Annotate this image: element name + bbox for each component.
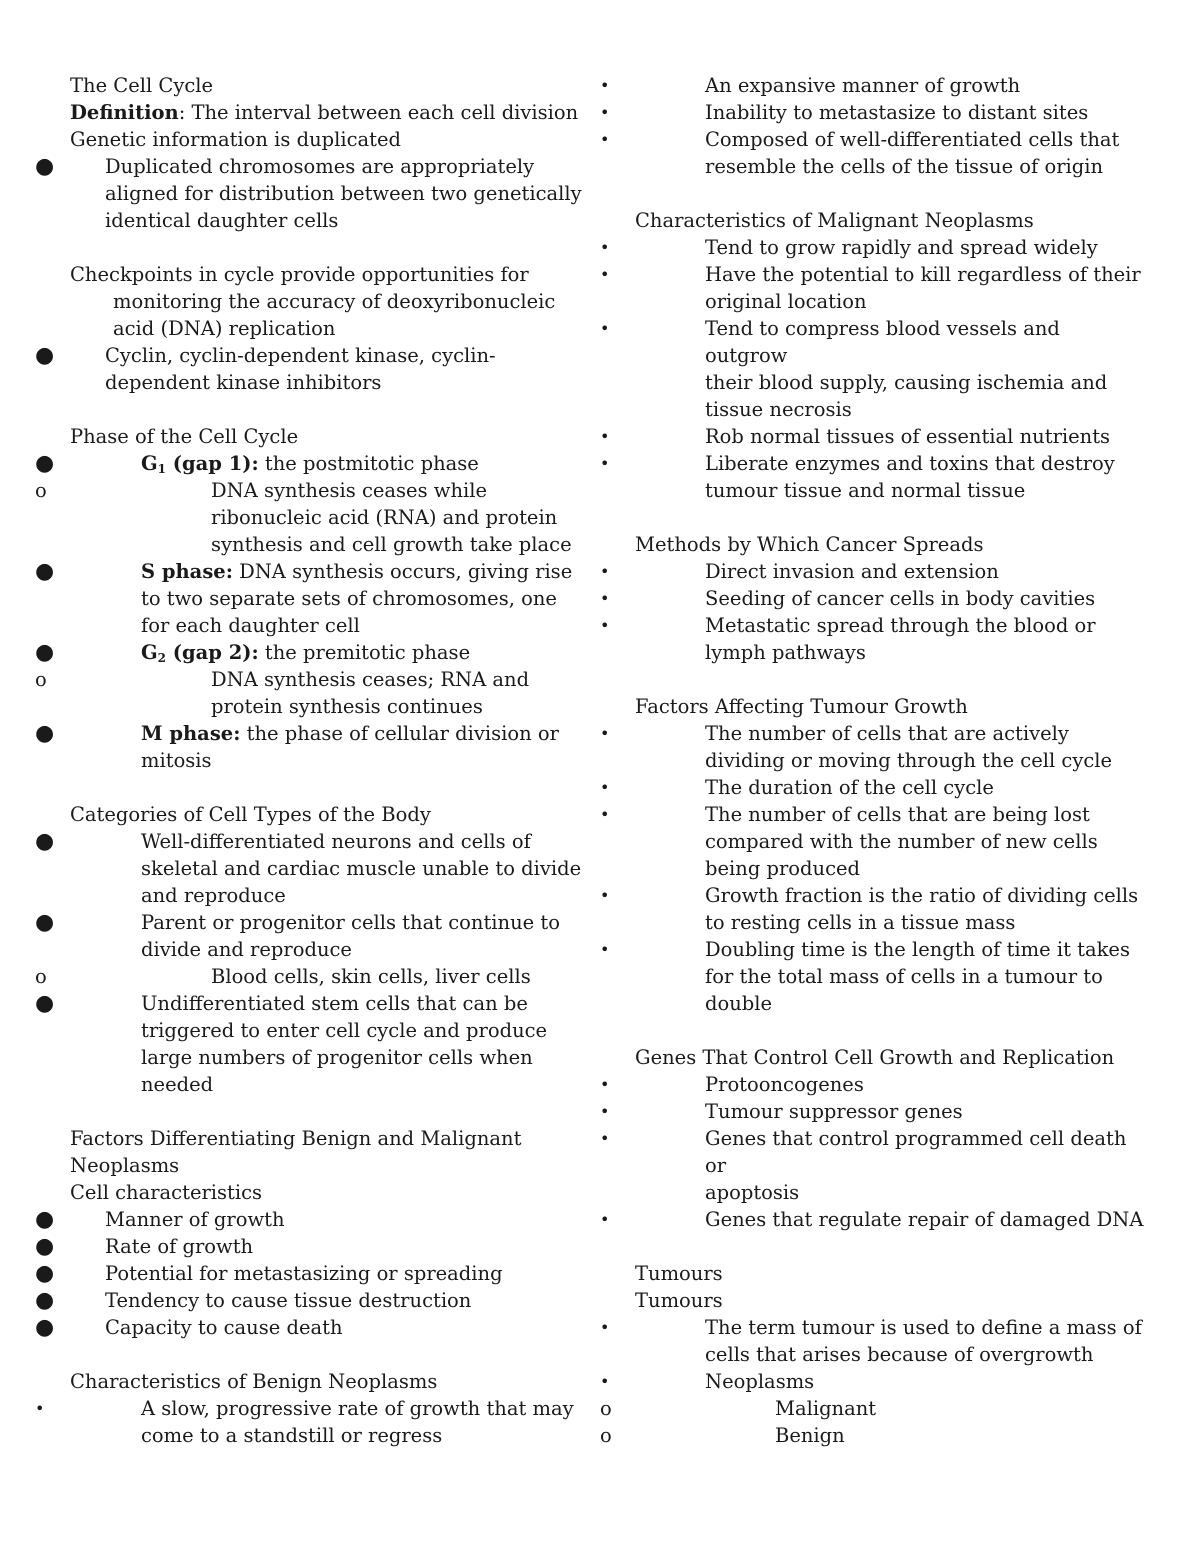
list-item: ● Undifferentiated stem cells that can be triggered to enter cell cycle and produce large numbers of progenitor cells when needed <box>35 991 548 1096</box>
list-item-g2: ● $G_2$ (gap 2): the premitotic phase <box>35 640 471 665</box>
list-item: ● Rate of growth <box>35 1234 254 1259</box>
bullet-small-icon: • <box>35 1399 45 1418</box>
growth-heading: Factors Affecting Tumour Growth <box>635 695 968 718</box>
bullet-circle-icon: o <box>600 1424 612 1447</box>
phase-heading: Phase of the Cell Cycle <box>70 425 299 448</box>
list-item: • The term tumour is used to define a mass of cells that arises because of overgrowth <box>600 1316 1142 1366</box>
bullet-circle-icon: o <box>35 668 47 691</box>
sub-list-item: o Blood cells, skin cells, liver cells <box>35 965 531 988</box>
bullet-small-icon: • <box>600 940 610 959</box>
bullet-small-icon: • <box>600 805 610 824</box>
tumours-subheading: Tumours <box>635 1289 723 1312</box>
factors-heading: Neoplasms <box>70 1154 180 1177</box>
list-item: ● Manner of growth <box>35 1207 285 1232</box>
bullet-small-icon: • <box>600 1318 610 1337</box>
list-item: • Genes that regulate repair of damaged DNA <box>600 1208 1144 1231</box>
bullet-disc-icon: ● <box>35 721 55 746</box>
list-item: • The number of cells that are being lost compared with the number of new cells being produced <box>600 803 1098 880</box>
genes-heading: Genes That Control Cell Growth and Replication <box>635 1046 1115 1069</box>
list-item: • Neoplasms <box>600 1370 815 1393</box>
bullet-small-icon: • <box>600 1372 610 1391</box>
list-item: • The duration of the cell cycle <box>600 776 994 799</box>
tumours-heading: Tumours <box>635 1262 723 1285</box>
benign-heading: Characteristics of Benign Neoplasms <box>70 1370 438 1393</box>
bullet-disc-icon: ● <box>35 829 55 854</box>
sub-list-item: o Malignant <box>600 1397 877 1420</box>
cell-cycle-heading: The Cell Cycle <box>70 74 214 97</box>
bullet-small-icon: • <box>600 76 610 95</box>
methods-heading: Methods by Which Cancer Spreads <box>635 533 984 556</box>
list-item: • Seeding of cancer cells in body cavities <box>600 587 1096 610</box>
bullet-disc-icon: ● <box>35 640 55 665</box>
bullet-disc-icon: ● <box>35 1261 55 1286</box>
bullet-small-icon: • <box>600 130 610 149</box>
list-item: • Growth fraction is the ratio of dividing cells to resting cells in a tissue mass <box>600 884 1139 934</box>
bullet-disc-icon: ● <box>35 1315 55 1340</box>
checkpoints-line: Checkpoints in cycle provide opportunities for <box>70 263 529 286</box>
bullet-small-icon: • <box>600 427 610 446</box>
genetic-info-line: Genetic information is duplicated <box>70 128 402 151</box>
bullet-disc-icon: ● <box>35 1207 55 1232</box>
list-item: • Rob normal tissues of essential nutrients <box>600 425 1111 448</box>
list-item: • Inability to metastasize to distant sites <box>600 101 1089 124</box>
bullet-small-icon: • <box>600 1210 610 1229</box>
checkpoints-line: monitoring the accuracy of deoxyribonucleic <box>113 290 556 313</box>
bullet-small-icon: • <box>600 265 610 284</box>
list-item: • The number of cells that are actively dividing or moving through the cell cycle <box>600 722 1113 772</box>
bullet-disc-icon: ● <box>35 343 55 368</box>
definition-text: : The interval between each cell division <box>178 101 579 124</box>
list-item: • Tumour suppressor genes <box>600 1100 963 1123</box>
list-item-g1: ● $G_1$ (gap 1): the postmitotic phase <box>35 451 479 476</box>
list-item: ● Well-differentiated neurons and cells of skeletal and cardiac muscle unable to divide and reproduce <box>35 829 582 907</box>
list-item: ● Duplicated chromosomes are appropriately aligned for distribution between two genetically identical daughter cells <box>35 154 582 232</box>
bullet-disc-icon: ● <box>35 1288 55 1313</box>
list-item: • Have the potential to kill regardless of their original location <box>600 263 1141 313</box>
sub-list-item: o DNA synthesis ceases; RNA and protein synthesis continues <box>35 668 530 718</box>
bullet-small-icon: • <box>600 886 610 905</box>
bullet-disc-icon: ● <box>35 1234 55 1259</box>
bullet-small-icon: • <box>600 238 610 257</box>
bullet-disc-icon: ● <box>35 559 55 584</box>
bullet-small-icon: • <box>600 454 610 473</box>
list-item: • An expansive manner of growth <box>600 74 1021 97</box>
bullet-small-icon: • <box>600 778 610 797</box>
list-item: • Tend to compress blood vessels and outgrow their blood supply, causing ischemia and tissue necrosis <box>600 317 1108 421</box>
list-item: • A slow, progressive rate of growth that may come to a standstill or regress <box>35 1397 574 1447</box>
list-item: • Doubling time is the length of time it takes for the total mass of cells in a tumour to double <box>600 938 1130 1015</box>
bullet-small-icon: • <box>600 1129 610 1148</box>
definition-label: Definition <box>70 101 179 124</box>
list-item: ● Capacity to cause death <box>35 1315 343 1340</box>
bullet-small-icon: • <box>600 562 610 581</box>
list-item: ● Cyclin, cyclin-dependent kinase, cyclin- dependent kinase inhibitors <box>35 343 496 394</box>
bullet-small-icon: • <box>600 103 610 122</box>
bullet-small-icon: • <box>600 1075 610 1094</box>
cell-characteristics-label: Cell characteristics <box>70 1181 263 1204</box>
bullet-small-icon: • <box>600 1102 610 1121</box>
definition-line <box>70 99 590 126</box>
bullet-small-icon: • <box>600 724 610 743</box>
checkpoints-line: acid (DNA) replication <box>113 317 336 340</box>
bullet-disc-icon: ● <box>35 910 55 935</box>
list-item-s: ● S phase: DNA synthesis occurs, giving rise to two separate sets of chromosomes, one for each daughter cell <box>35 559 573 637</box>
malignant-heading: Characteristics of Malignant Neoplasms <box>635 209 1034 232</box>
list-item: • Tend to grow rapidly and spread widely <box>600 236 1098 259</box>
bullet-circle-icon: o <box>35 965 47 988</box>
bullet-disc-icon: ● <box>35 451 55 476</box>
list-item-m: ● M phase: the phase of cellular division or mitosis <box>35 721 559 772</box>
bullet-small-icon: • <box>600 616 610 635</box>
list-item: • Metastatic spread through the blood or lymph pathways <box>600 614 1096 664</box>
list-item: ● Tendency to cause tissue destruction <box>35 1288 472 1313</box>
list-item: • Liberate enzymes and toxins that destroy tumour tissue and normal tissue <box>600 452 1115 502</box>
bullet-small-icon: • <box>600 319 610 338</box>
list-item: • Direct invasion and extension <box>600 560 999 583</box>
sub-list-item: o DNA synthesis ceases while ribonucleic acid (RNA) and protein synthesis and cell growth take place <box>35 479 572 556</box>
list-item: ● Parent or progenitor cells that continue to divide and reproduce <box>35 910 560 961</box>
list-item: • Composed of well-differentiated cells that resemble the cells of the tissue of origin <box>600 128 1120 178</box>
right-column <box>600 72 1145 1449</box>
list-item: • Protooncogenes <box>600 1073 864 1096</box>
bullet-disc-icon: ● <box>35 154 55 179</box>
sub-list-item: o Benign <box>600 1424 845 1447</box>
categories-heading: Categories of Cell Types of the Body <box>70 803 431 826</box>
bullet-small-icon: • <box>600 589 610 608</box>
list-item: • Genes that control programmed cell death or apoptosis <box>600 1127 1127 1204</box>
left-column <box>35 72 590 1449</box>
bullet-circle-icon: o <box>600 1397 612 1420</box>
bullet-circle-icon: o <box>35 479 47 502</box>
factors-heading: Factors Differentiating Benign and Malignant <box>70 1127 522 1150</box>
list-item: ● Potential for metastasizing or spreading <box>35 1261 503 1286</box>
bullet-disc-icon: ● <box>35 991 55 1016</box>
